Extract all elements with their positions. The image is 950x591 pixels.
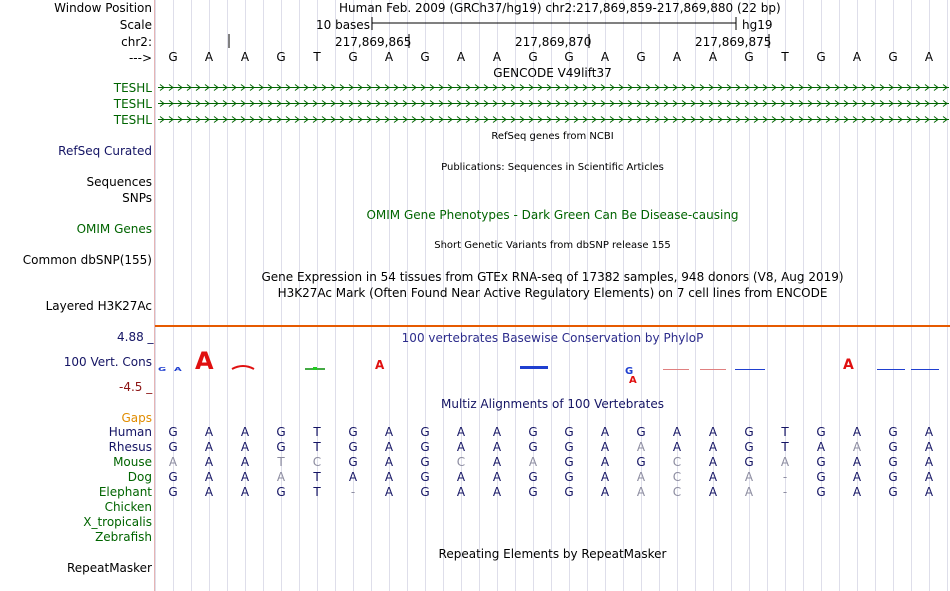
aligned-base: A [852,485,862,499]
aligned-base: G [168,485,178,499]
aligned-base: G [528,470,538,484]
reference-base: G [564,50,574,64]
h3k27ac-track-title[interactable]: H3K27Ac Mark (Often Found Near Active Regulatory Elements) on 7 cell lines from ENCODE [277,286,828,300]
species-label[interactable]: Elephant [98,485,152,499]
aligned-base: G [420,425,430,439]
aligned-base: A [708,455,718,469]
aligned-base: G [816,485,826,499]
aligned-base: G [276,425,286,439]
reference-base: G [528,50,538,64]
species-label[interactable]: Rhesus [108,440,152,454]
aligned-base: A [492,485,502,499]
gencode-item-label[interactable]: TESHL [113,81,152,95]
aligned-base: - [350,485,356,499]
aligned-base: G [168,425,178,439]
aligned-base: G [636,455,646,469]
aligned-base: A [924,470,934,484]
aligned-base: A [456,485,466,499]
multiz-track-title[interactable]: Multiz Alignments of 100 Vertebrates [440,397,665,411]
gencode-track-title[interactable]: GENCODE V49lift37 [493,66,612,80]
aligned-base: G [564,425,574,439]
aligned-base: A [816,440,826,454]
aligned-base: G [348,440,358,454]
aligned-base: A [492,440,502,454]
aligned-base: G [816,425,826,439]
aligned-base: C [312,455,322,469]
aligned-base: G [744,455,754,469]
aligned-base: A [492,470,502,484]
dbsnp-track-title[interactable]: Short Genetic Variants from dbSNP release 155 [434,240,671,251]
gencode-transcript-1[interactable] [158,84,949,91]
aligned-base: A [456,470,466,484]
aligned-base: G [816,455,826,469]
strand-label: ---> [128,51,152,65]
reference-base: G [348,50,358,64]
aligned-base: G [888,425,898,439]
aligned-base: G [564,485,574,499]
h3k27ac-signal-line [155,325,950,327]
phylop-logo [155,345,950,386]
aligned-base: A [600,485,610,499]
aligned-base: A [204,485,214,499]
aligned-base: A [852,440,862,454]
aligned-base: A [636,485,646,499]
aligned-base: A [708,440,718,454]
aligned-base: G [564,440,574,454]
reference-base: G [744,50,754,64]
reference-base: G [276,50,286,64]
aligned-base: A [240,440,250,454]
svg-text:A: A [174,366,182,373]
aligned-base: A [924,455,934,469]
aligned-base: A [852,425,862,439]
species-label[interactable]: Chicken [104,500,152,514]
aligned-base: T [781,440,789,454]
reference-base: G [168,50,178,64]
aligned-base: G [888,470,898,484]
reference-base: A [240,50,250,64]
aligned-base: T [277,455,285,469]
aligned-base: G [420,440,430,454]
omim-track-title[interactable]: OMIM Gene Phenotypes - Dark Green Can Be Disease-causing [366,208,739,222]
aligned-base: G [528,425,538,439]
svg-text:A: A [629,375,637,386]
aligned-base: A [744,470,754,484]
aligned-base: A [636,470,646,484]
phylop-min-label: -4.5 _ [119,380,153,394]
aligned-base: A [672,440,682,454]
aligned-base: A [204,470,214,484]
aligned-base: T [313,440,321,454]
chromosome-label: chr2: [121,35,152,49]
scale-bar [370,16,740,32]
reference-base: A [924,50,934,64]
aligned-base: G [888,440,898,454]
aligned-base: A [600,455,610,469]
aligned-base: A [384,485,394,499]
gencode-transcript-2[interactable] [158,100,949,107]
aligned-base: G [744,425,754,439]
aligned-base: A [240,425,250,439]
aligned-base: A [204,440,214,454]
aligned-base: A [708,485,718,499]
species-label[interactable]: Zebrafish [95,530,152,544]
omim-genes-label[interactable]: OMIM Genes [76,222,152,236]
h3k27ac-label[interactable]: Layered H3K27Ac [45,299,152,313]
aligned-base: G [168,440,178,454]
aligned-base: T [313,470,321,484]
gencode-item-label[interactable]: TESHL [113,113,152,127]
aligned-base: - [782,485,788,499]
aligned-base: G [888,455,898,469]
reference-base: G [888,50,898,64]
aligned-base: C [672,470,682,484]
aligned-base: G [348,455,358,469]
svg-text:A: A [195,347,214,375]
tick-label: 217,869,870 [515,35,592,49]
aligned-base: A [744,485,754,499]
scale-bar-left-text: 10 bases [316,18,370,32]
aligned-base: A [276,470,286,484]
reference-base: A [384,50,394,64]
aligned-base: A [384,440,394,454]
snps-label[interactable]: SNPs [122,191,152,205]
aligned-base: G [816,470,826,484]
aligned-base: A [924,440,934,454]
phylop-max-label: 4.88 _ [117,330,154,344]
aligned-base: A [168,455,178,469]
aligned-base: A [852,455,862,469]
aligned-base: A [528,455,538,469]
aligned-base: A [672,425,682,439]
aligned-base: T [781,425,789,439]
aligned-base: A [924,425,934,439]
aligned-base: G [636,425,646,439]
refseq-curated-label[interactable]: RefSeq Curated [58,144,152,158]
species-label[interactable]: X_tropicalis [83,515,152,529]
aligned-base: A [600,470,610,484]
gtex-track-title[interactable]: Gene Expression in 54 tissues from GTEx RNA-seq of 17382 samples, 948 donors (V8, Aug 2019) [261,270,844,284]
aligned-base: G [528,485,538,499]
aligned-base: A [204,455,214,469]
aligned-base: C [672,455,682,469]
svg-text:A: A [843,357,854,373]
reference-base: G [420,50,430,64]
aligned-base: G [744,440,754,454]
phylop-track-title[interactable]: 100 vertebrates Basewise Conservation by PhyloP [401,331,704,345]
aligned-base: A [636,440,646,454]
species-label[interactable]: Mouse [113,455,152,469]
aligned-base: A [492,425,502,439]
scale-label: Scale [119,18,152,32]
reference-base: G [636,50,646,64]
scale-bar-right-text: hg19 [742,18,773,32]
repeatmasker-label[interactable]: RepeatMasker [66,561,152,575]
aligned-base: G [348,425,358,439]
window-position-text: Human Feb. 2009 (GRCh37/hg19) chr2:217,869,859-217,869,880 (22 bp) [339,1,781,15]
aligned-base: G [564,455,574,469]
phylop-track-label[interactable]: 100 Vert. Cons [63,355,152,369]
aligned-base: A [240,470,250,484]
aligned-base: G [276,440,286,454]
aligned-base: G [420,485,430,499]
aligned-base: A [852,470,862,484]
aligned-base: A [384,455,394,469]
species-label[interactable]: Dog [127,470,152,484]
aligned-base: A [384,470,394,484]
reference-base: A [672,50,682,64]
svg-text:G: G [158,366,167,373]
repeatmasker-track-title[interactable]: Repeating Elements by RepeatMasker [438,547,667,561]
aligned-base: G [420,455,430,469]
aligned-base: G [168,470,178,484]
gaps-label[interactable]: Gaps [121,411,152,425]
reference-base: A [456,50,466,64]
aligned-base: A [492,455,502,469]
gencode-transcript-3[interactable] [158,116,949,123]
refseq-track-title[interactable]: RefSeq genes from NCBI [491,131,614,142]
aligned-base: G [276,485,286,499]
aligned-base: A [240,485,250,499]
aligned-base: A [204,425,214,439]
svg-text:G: G [625,366,634,377]
aligned-base: A [240,455,250,469]
species-label[interactable]: Human [108,425,152,439]
gencode-item-label[interactable]: TESHL [113,97,152,111]
aligned-base: G [564,470,574,484]
aligned-base: C [672,485,682,499]
aligned-base: A [384,425,394,439]
aligned-base: G [420,470,430,484]
window-position-label: Window Position [54,1,152,15]
tick-label: 217,869,875 [695,35,772,49]
dbsnp-label[interactable]: Common dbSNP(155) [22,253,152,267]
aligned-base: A [456,425,466,439]
sequences-label[interactable]: Sequences [86,175,152,189]
aligned-base: A [600,425,610,439]
tick-label: 217,869,865 [335,35,412,49]
aligned-base: C [456,455,466,469]
reference-base: A [492,50,502,64]
reference-base: A [204,50,214,64]
aligned-base: A [708,470,718,484]
reference-base: G [816,50,826,64]
reference-base: A [708,50,718,64]
aligned-base: A [708,425,718,439]
aligned-base: T [313,425,321,439]
aligned-base: G [888,485,898,499]
aligned-base: T [313,485,321,499]
aligned-base: G [528,440,538,454]
reference-base: T [313,50,321,64]
reference-base: A [852,50,862,64]
reference-base: A [600,50,610,64]
aligned-base: A [348,470,358,484]
aligned-base: A [924,485,934,499]
aligned-base: A [456,440,466,454]
aligned-base: A [780,455,790,469]
aligned-base: - [782,470,788,484]
publications-track-title[interactable]: Publications: Sequences in Scientific Articles [441,162,664,173]
svg-text:A: A [375,358,385,372]
aligned-base: A [600,440,610,454]
reference-base: T [781,50,789,64]
